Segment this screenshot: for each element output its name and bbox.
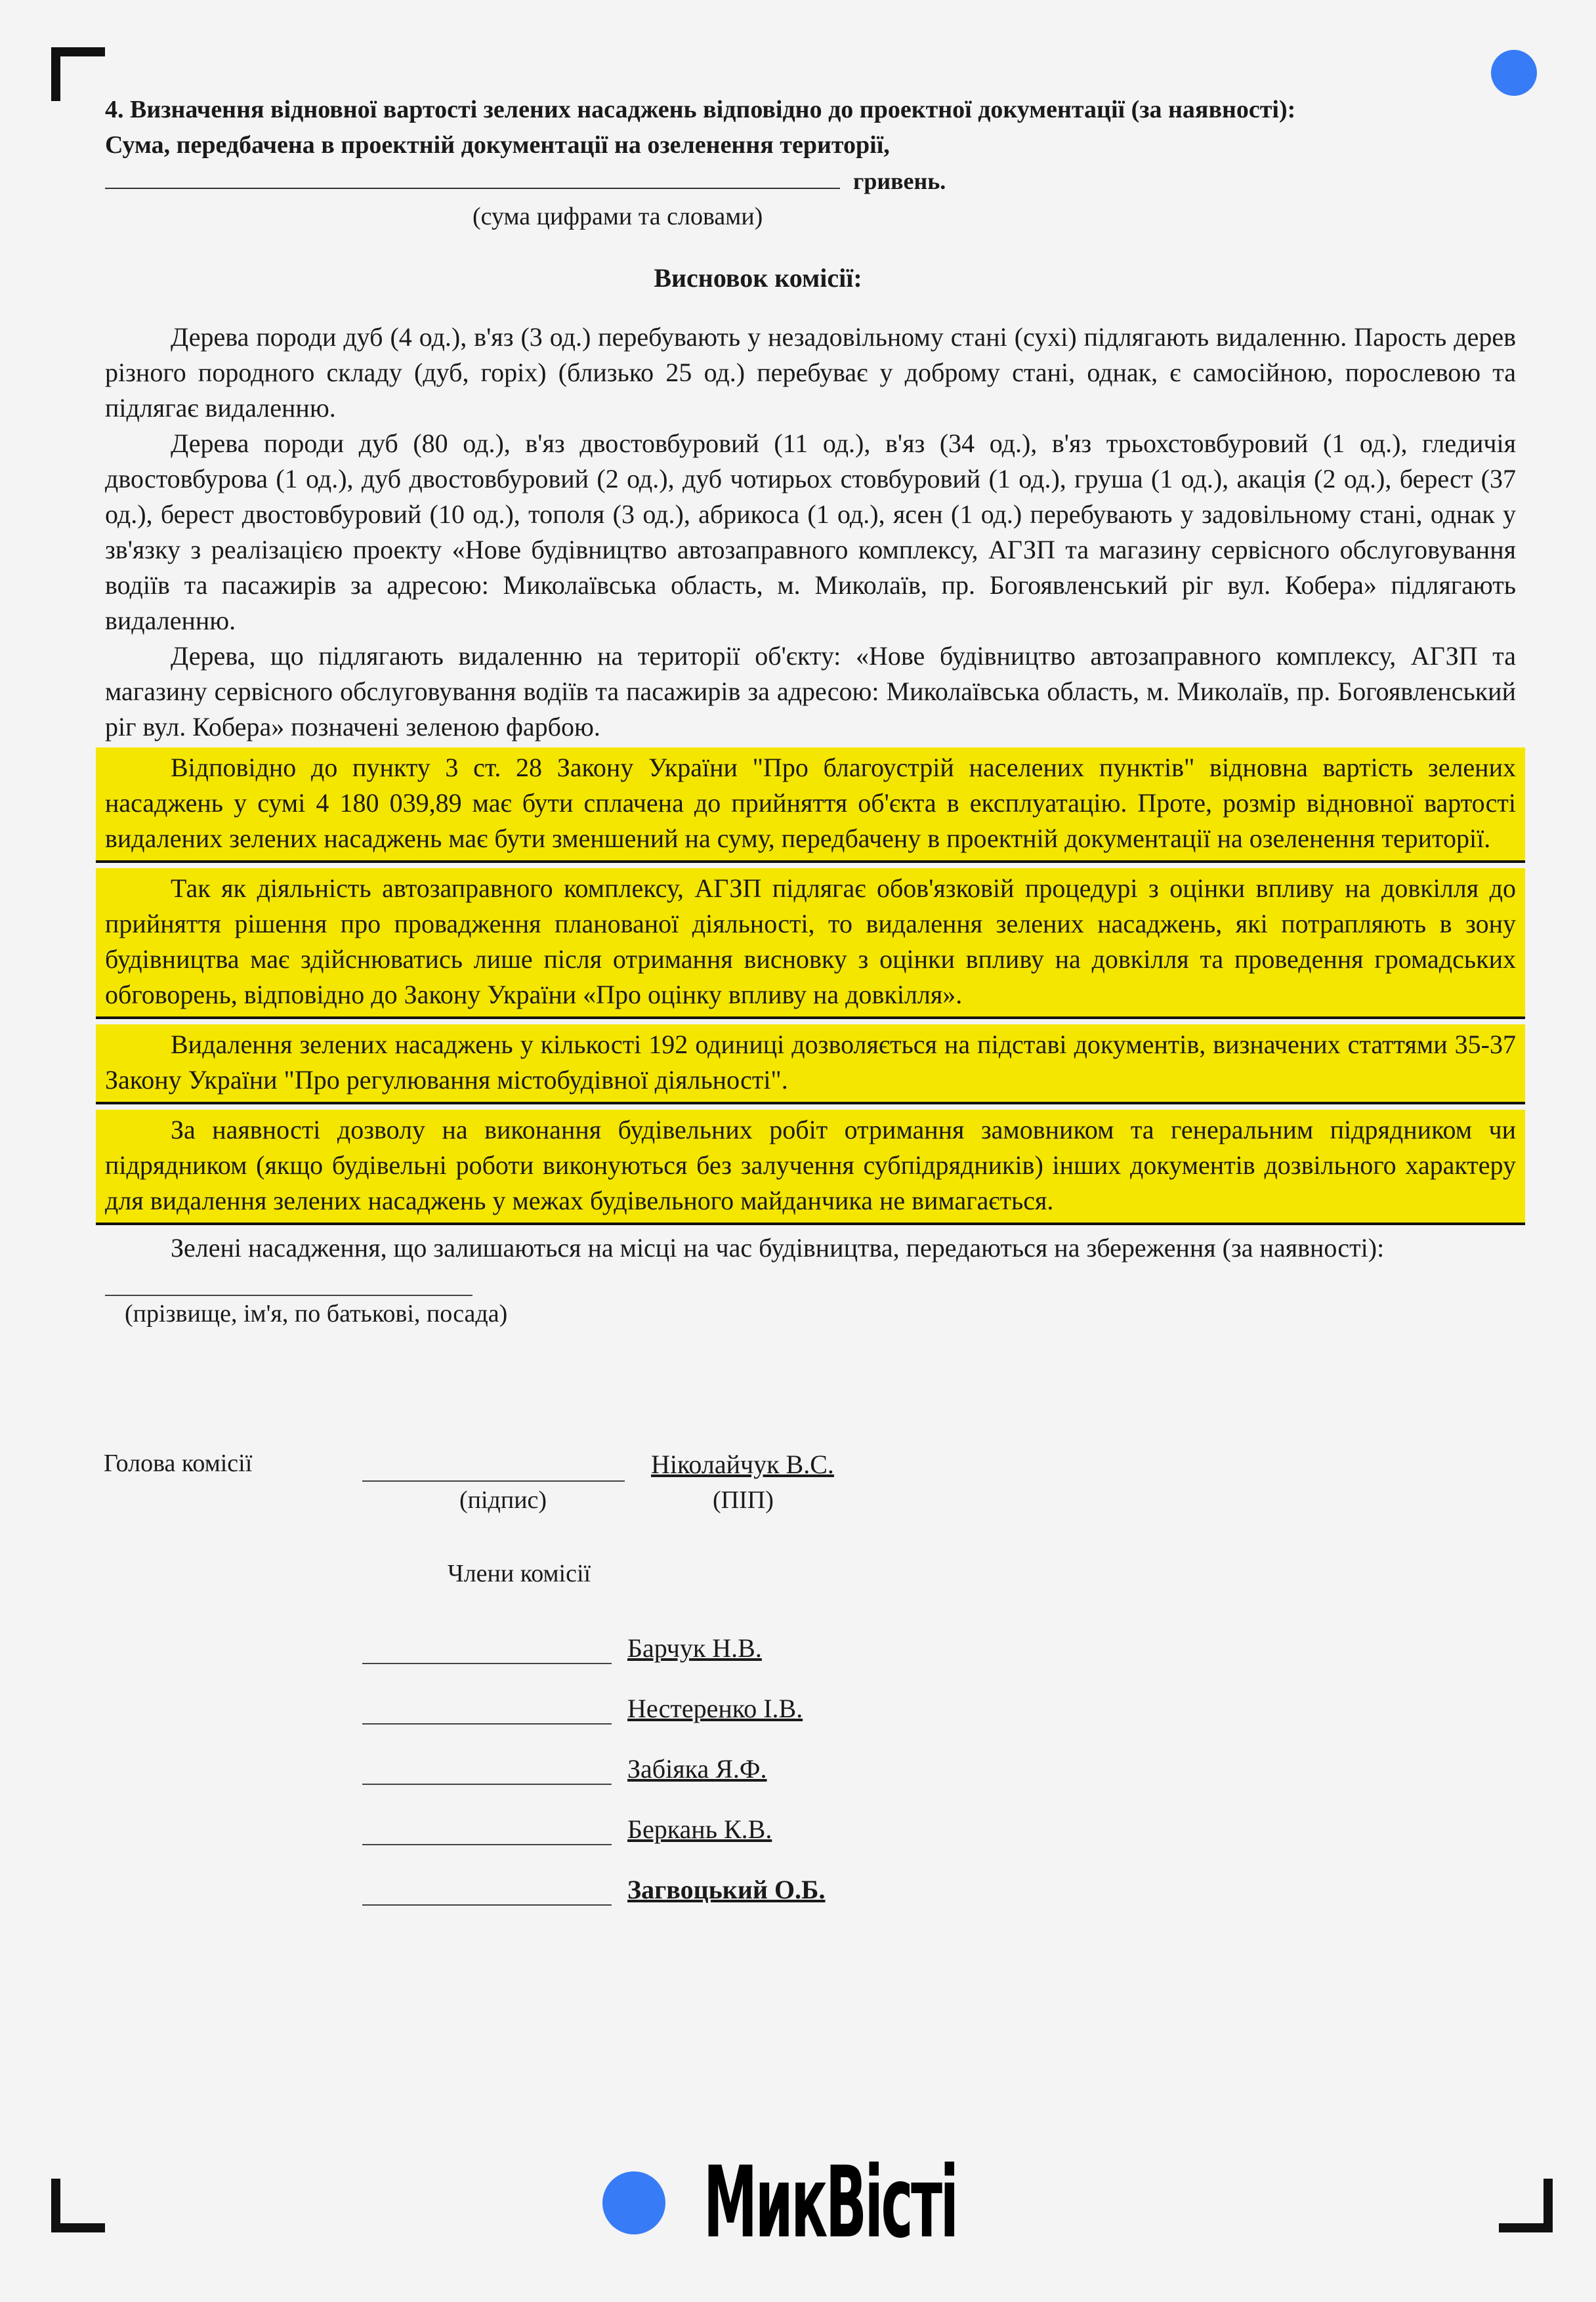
frame-corner-top-left (51, 47, 105, 101)
section4-heading: 4. Визначення відновної вартості зелених насаджень відповідно до проектної документації (за наявності): (105, 96, 1296, 123)
sum-caption: (сума цифрами та словами) (472, 203, 763, 230)
section4-sum-label: Сума, передбачена в проектній документації на озеленення території, (105, 131, 890, 159)
sum-field-row (105, 163, 1516, 199)
chair-label: Голова комісії (104, 1450, 253, 1477)
highlighted-paragraph: За наявності дозволу на виконання будівельних робіт отримання замовником та генеральним підрядником чи підрядником (якщо будівельні роботи виконуються без залучення субпідрядників) інших документів дозвільного характеру для видалення зелених насаджень у межах будівельного майданчика не вимагається. (96, 1110, 1525, 1225)
chair-signature-line (362, 1480, 625, 1482)
member-name: Нестеренко І.В. (627, 1694, 803, 1723)
member-name: Забіяка Я.Ф. (627, 1754, 767, 1784)
brand-dot-icon (1491, 50, 1537, 96)
member-signature-line (362, 1844, 612, 1845)
preserved-blank-line (105, 1268, 472, 1296)
member-name: Барчук Н.В. (627, 1633, 762, 1663)
frame-corner-bottom-left (51, 2179, 105, 2232)
document-page (105, 92, 1516, 1331)
highlighted-paragraph: Видалення зелених насаджень у кількості 192 одиниці дозволяється на підставі документів, визначених статтями 35-37 Закону України "Про регулювання містобудівної діяльності". (96, 1024, 1525, 1104)
currency-label: гривень. (853, 168, 946, 194)
brand-logo (602, 2146, 1164, 2260)
conclusion-paragraph: Дерева, що підлягають видаленню на території об'єкту: «Нове будівництво автозаправного комплексу, АГЗП та магазину сервісного обслуговування водіїв та пасажирів за адресою: Миколаївська область, м. Миколаїв, пр. Богоявленський ріг вул. Кобера» позначені зеленою фарбою. (105, 641, 1516, 742)
highlighted-paragraph: Так як діяльність автозаправного комплексу, АГЗП підлягає обов'язковій процедурі з оцінки впливу на довкілля до прийняття рішення про провадження планованої діяльності, то видалення зелених насаджень, які потрапляють в зону будівництва має здійснюватись лише після отримання висновку з оцінки впливу на довкілля та проведення громадських обговорень, відповідно до Закону України «Про оцінку впливу на довкілля». (96, 868, 1525, 1019)
conclusion-title: Висновок комісії: (654, 263, 862, 293)
member-signature-line (362, 1723, 612, 1725)
member-signature-line (362, 1904, 612, 1906)
member-name: Загвоцький О.Б. (627, 1875, 826, 1904)
member-name: Беркань К.В. (627, 1814, 772, 1844)
sum-blank-line (105, 165, 840, 189)
chair-name: Ніколайчук В.С. (651, 1450, 834, 1479)
conclusion-paragraph: Дерева породи дуб (80 од.), в'яз двостовбуровий (11 од.), в'яз (34 од.), в'яз трьохстовбуровий (1 од.), гледичія двостовбурова (1 од.), дуб двостовбуровий (2 од.), дуб чотирьох стовбуровий (1 од.), груша (1 од.), акація (2 од.), берест (37 од.), берест двостовбуровий (10 од.), тополя (3 од.), абрикоса (1 од.), ясен (1 од.) перебувають у задовільному стані, однак у зв'язку з реалізацією проекту «Нове будівництво автозаправного комплексу, АГЗП та магазину сервісного обслуговування водіїв та пасажирів за адресою: Миколаївська область, м. Миколаїв, пр. Богоявленський ріг вул. Кобера» підлягають видаленню. (105, 429, 1516, 635)
frame-corner-bottom-right (1499, 2179, 1553, 2232)
preserved-paragraph: Зелені насадження, що залишаються на місці на час будівництва, передаються на збереження (за наявності): (171, 1233, 1385, 1263)
signature-caption: (підпис) (459, 1486, 547, 1514)
logo-wordmark: МикВісті (704, 2146, 957, 2260)
member-signature-line (362, 1784, 612, 1785)
conclusion-paragraph: Дерева породи дуб (4 од.), в'яз (3 од.) перебувають у незадовільному стані (сухі) підлягають видаленню. Парость дерев різного породного складу (дуб, горіх) (близько 25 од.) перебуває у доброму стані, однак, є самосійною, порослевою та підлягає видаленню. (105, 322, 1516, 423)
logo-dot-icon (602, 2171, 665, 2234)
member-signature-line (362, 1663, 612, 1664)
highlighted-paragraph: Відповідно до пункту 3 ст. 28 Закону України "Про благоустрій населених пунктів" відновна вартість зелених насаджень у сумі 4 180 039,89 має бути сплачена до прийняття об'єкта в експлуатацію. Проте, розмір відновної вартості видалених зелених насаджень має бути зменшений на суму, передбачену в проектній документації на озеленення території. (96, 747, 1525, 863)
preserved-caption: (прізвище, ім'я, по батькові, посада) (125, 1300, 508, 1328)
name-caption: (ПІП) (713, 1486, 774, 1514)
members-label: Члени комісії (448, 1560, 591, 1587)
